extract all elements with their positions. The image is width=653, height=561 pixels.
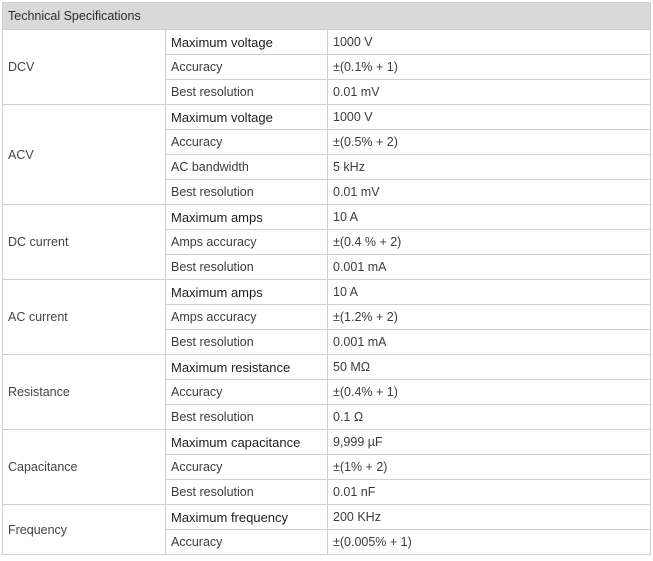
- spec-value: ±(1.2% + 2): [328, 305, 651, 330]
- spec-category: DCV: [3, 30, 166, 105]
- spec-row: [3, 430, 651, 455]
- spec-label: Amps accuracy: [166, 230, 328, 255]
- spec-category: Frequency: [3, 505, 166, 555]
- spec-value: 10 A: [328, 280, 651, 305]
- spec-label: Maximum amps: [166, 280, 328, 305]
- spec-row: [3, 505, 651, 530]
- spec-category: Capacitance: [3, 430, 166, 505]
- spec-label: AC bandwidth: [166, 155, 328, 180]
- spec-row: [3, 30, 651, 55]
- spec-value: 0.001 mA: [328, 330, 651, 355]
- spec-body: [3, 30, 651, 555]
- spec-label: Maximum frequency: [166, 505, 328, 530]
- spec-value: 5 kHz: [328, 155, 651, 180]
- spec-value: ±(0.4 % + 2): [328, 230, 651, 255]
- spec-label: Maximum amps: [166, 205, 328, 230]
- spec-row: [3, 355, 651, 380]
- spec-label: Accuracy: [166, 55, 328, 80]
- spec-label: Accuracy: [166, 530, 328, 555]
- spec-header-row: [3, 3, 651, 30]
- spec-value: 0.001 mA: [328, 255, 651, 280]
- spec-value: 9,999 µF: [328, 430, 651, 455]
- spec-label: Accuracy: [166, 380, 328, 405]
- spec-label: Best resolution: [166, 330, 328, 355]
- spec-category: AC current: [3, 280, 166, 355]
- spec-value: ±(0.5% + 2): [328, 130, 651, 155]
- spec-row: [3, 280, 651, 305]
- spec-value: 10 A: [328, 205, 651, 230]
- spec-value: 0.01 nF: [328, 480, 651, 505]
- spec-category: DC current: [3, 205, 166, 280]
- spec-value: ±(0.1% + 1): [328, 55, 651, 80]
- spec-label: Accuracy: [166, 455, 328, 480]
- spec-value: 200 KHz: [328, 505, 651, 530]
- spec-value: ±(0.005% + 1): [328, 530, 651, 555]
- spec-category: ACV: [3, 105, 166, 205]
- spec-label: Best resolution: [166, 255, 328, 280]
- spec-category: Resistance: [3, 355, 166, 430]
- spec-label: Best resolution: [166, 480, 328, 505]
- spec-label: Accuracy: [166, 130, 328, 155]
- spec-value: 0.01 mV: [328, 80, 651, 105]
- spec-row: [3, 105, 651, 130]
- spec-value: ±(1% + 2): [328, 455, 651, 480]
- spec-value: 1000 V: [328, 30, 651, 55]
- spec-value: 1000 V: [328, 105, 651, 130]
- spec-label: Best resolution: [166, 180, 328, 205]
- spec-label: Best resolution: [166, 405, 328, 430]
- spec-table: [2, 2, 651, 555]
- spec-value: 50 MΩ: [328, 355, 651, 380]
- spec-row: [3, 205, 651, 230]
- spec-value: ±(0.4% + 1): [328, 380, 651, 405]
- spec-label: Maximum voltage: [166, 30, 328, 55]
- spec-value: 0.01 mV: [328, 180, 651, 205]
- spec-value: 0.1 Ω: [328, 405, 651, 430]
- spec-label: Maximum resistance: [166, 355, 328, 380]
- table-title: Technical Specifications: [3, 3, 651, 30]
- spec-label: Maximum capacitance: [166, 430, 328, 455]
- spec-label: Best resolution: [166, 80, 328, 105]
- spec-label: Maximum voltage: [166, 105, 328, 130]
- spec-label: Amps accuracy: [166, 305, 328, 330]
